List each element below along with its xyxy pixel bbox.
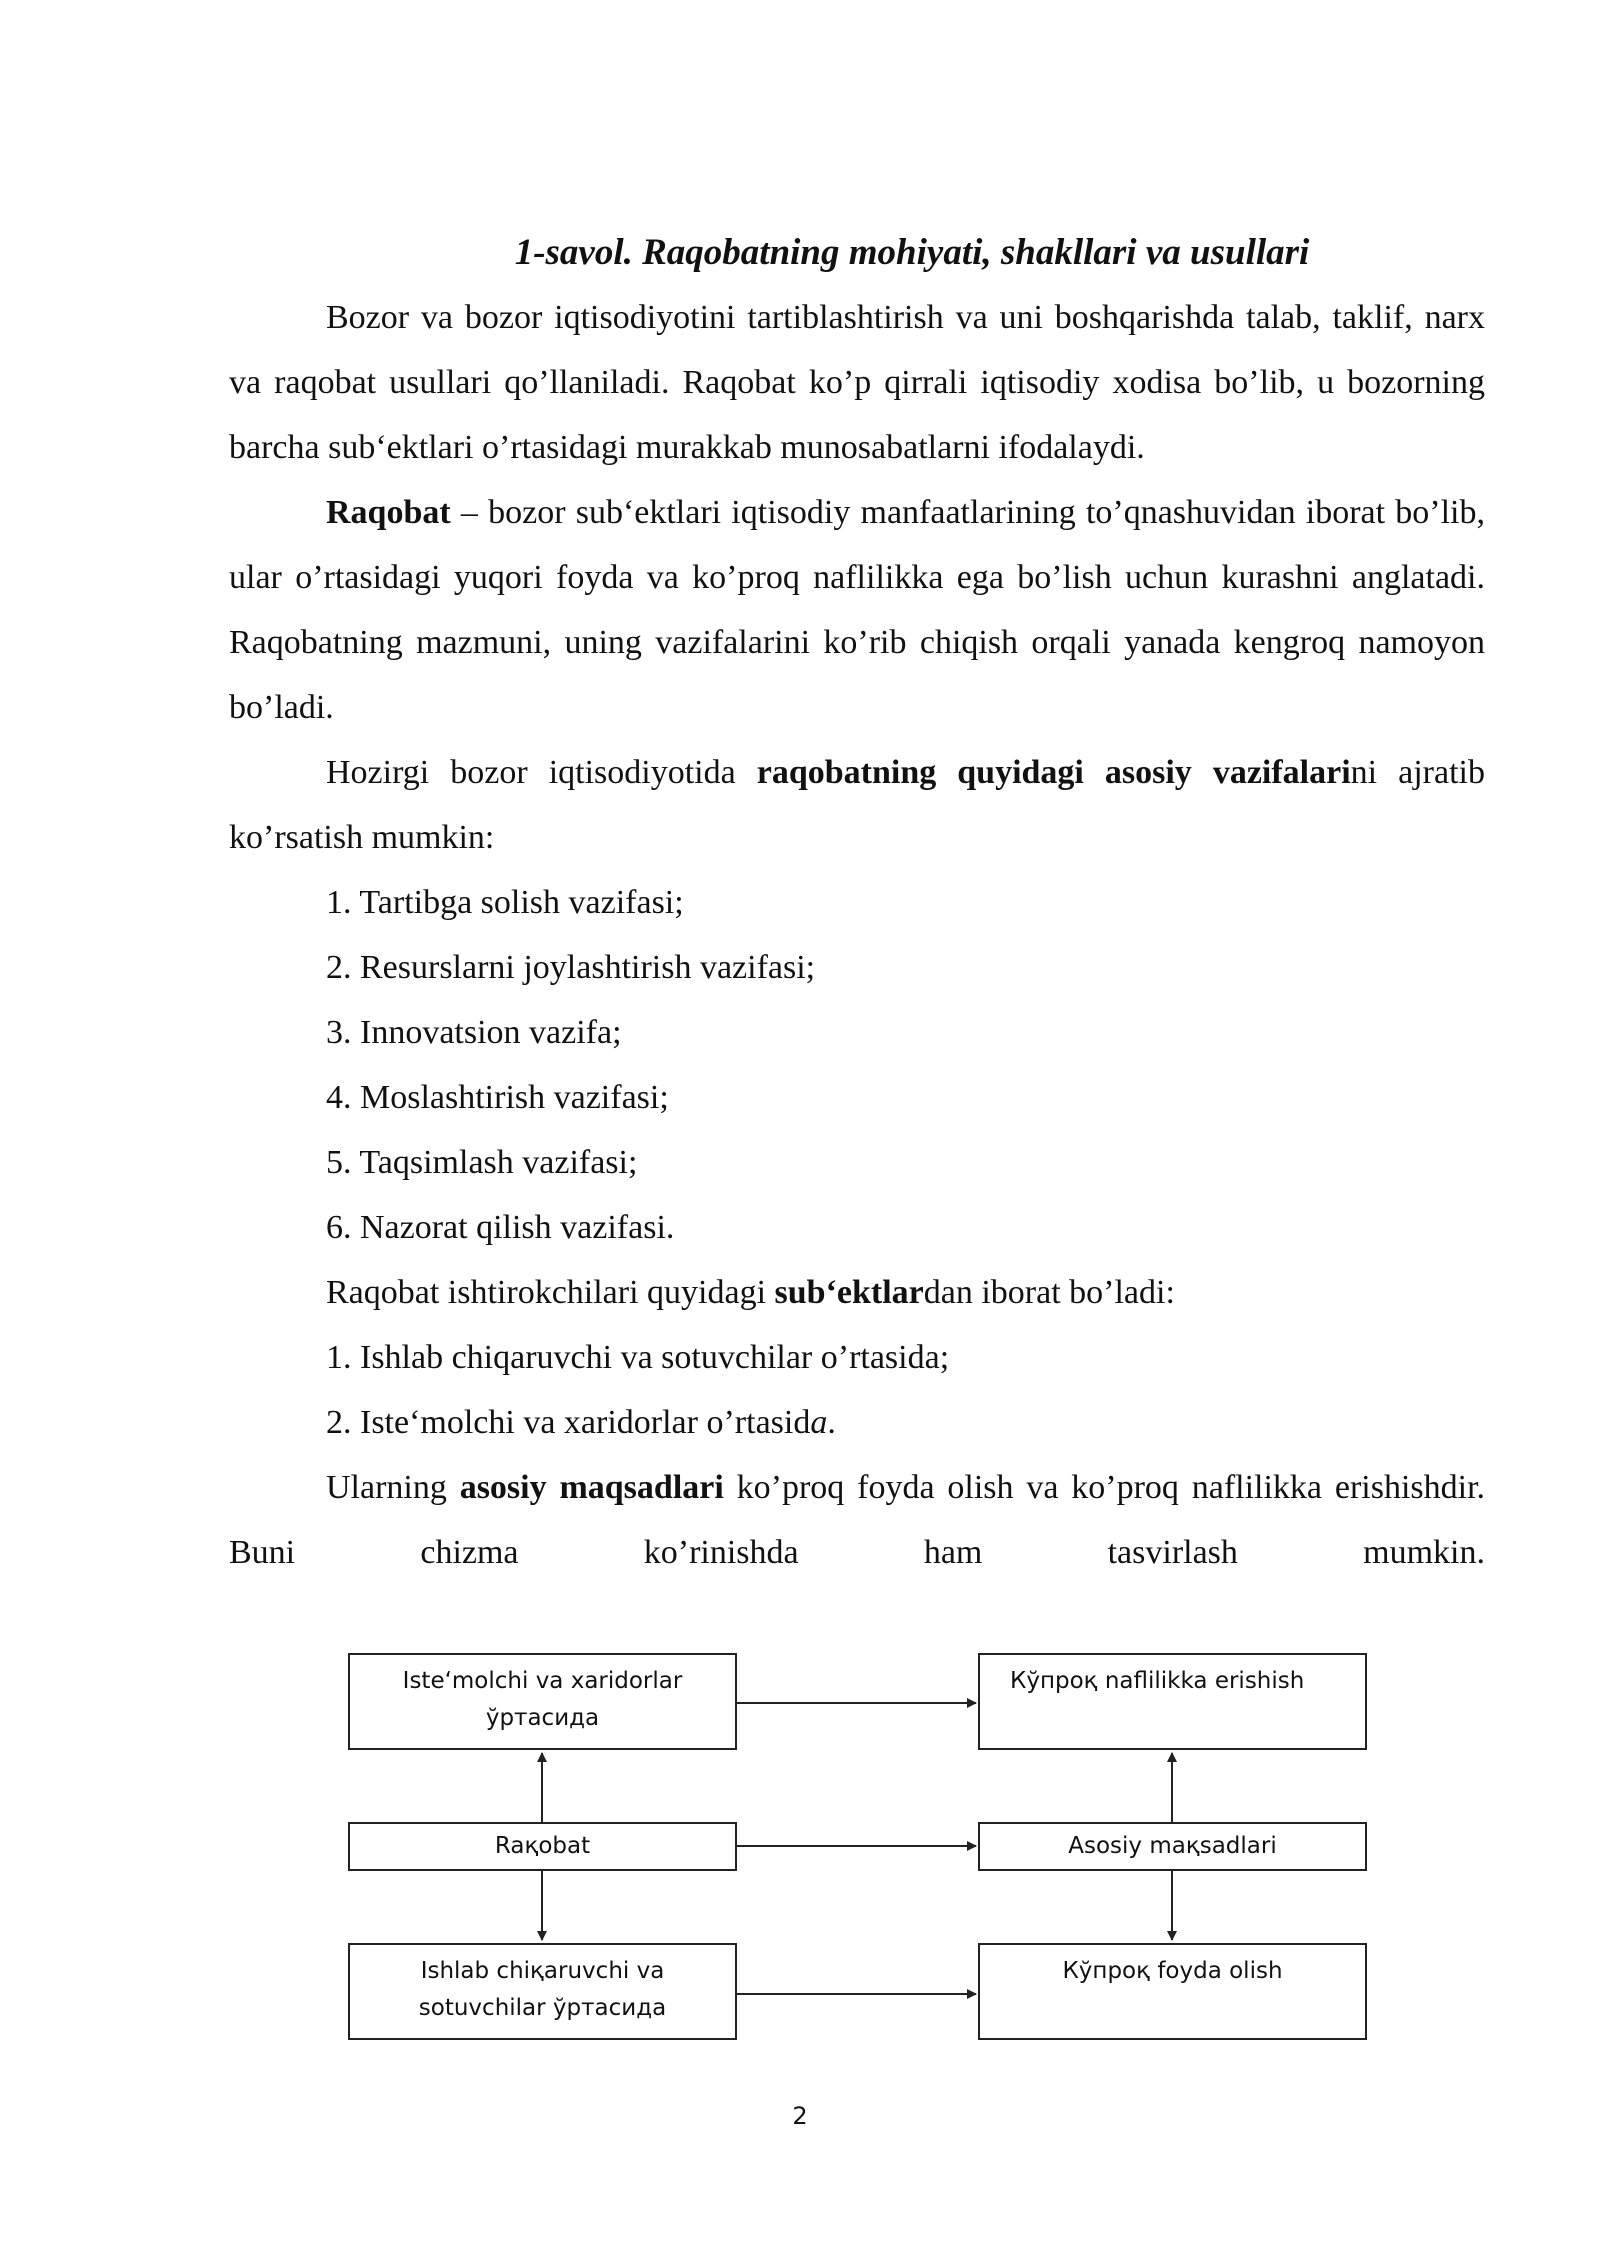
goals-bold: asosiy maqsadlari [459,1469,724,1506]
box-producers [348,1943,737,2040]
subject-item: 1. Ishlab chiqaruvchi va sotuvchilar o’rtasida; [326,1339,950,1376]
paragraph-functions-intro [229,740,1485,870]
subject-item [229,1390,1485,1455]
paragraph-goals [229,1455,1485,1585]
paragraph-intro: Bozor va bozor iqtisodiyotini tartiblashtirish va uni boshqarishda talab, taklif, narx va raqobat usullari qo’llaniladi. Raqobat ko’p qirrali iqtisodiy xodisa bo’lib, u bozorning barcha sub‘ektlari o’rtasidagi murakkab munosabatlarni ifodalaydi. [229,299,1485,466]
function-item: 2. Resurslarni joylashtirish vazifasi; [326,949,816,986]
box-consumers-line2: ўртасида [485,1705,600,1731]
goals-start: Ularning [326,1469,460,1506]
box-main-goals-label: Asosiy maқsadlari [1068,1833,1277,1859]
box-more-utility [978,1653,1367,1750]
box-producers-line1: Ishlab chiқaruvchi va [420,1958,665,1984]
functions-intro-start: Hozirgi bozor iqtisodiyotida [326,754,757,791]
subject-item-2-end: . [827,1404,836,1441]
subjects-intro-bold: sub‘ektlar [774,1274,924,1311]
functions-intro-end: ni ajratib ko’rsatish mumkin: [229,754,1485,856]
function-item: 1. Tartibga solish vazifasi; [326,884,684,921]
term-raqobat: Raqobat [326,494,451,531]
box-consumers-line1: Iste‘molchi va xaridorlar [402,1668,683,1694]
paragraph-subjects-intro [229,1260,1485,1325]
function-item: 6. Nazorat qilish vazifasi. [326,1209,675,1246]
subject-item-2-text: 2. Iste‘molchi va xaridorlar o’rtasid [326,1404,811,1441]
box-more-utility-label: Кўпроқ naflilikka erishish [1010,1668,1305,1694]
box-competition [348,1822,737,1871]
page-number: 2 [792,2102,808,2130]
paragraph-definition [229,480,1485,740]
definition-text: – bozor sub‘ektlari iqtisodiy manfaatlarining to’qnashuvidan iborat bo’lib, ular o’rtasidagi yuqori foyda va ko’proq naflilikka ega bo’lish uchun kurashni anglatadi. Raqobatning mazmuni, uning vazifalarini ko’rib chiqish orqali yanada kengroq namoyon bo’ladi. [229,494,1485,726]
subjects-intro-start: Raqobat ishtirokchilari quyidagi [326,1274,775,1311]
subject-item-2-italic: a [810,1404,828,1441]
box-more-profit-label: Кўпроқ foyda olish [1062,1958,1283,1984]
goals-end: ko’proq foyda olish va ko’proq naflilikka erishishdir. Buni chizma ko’rinishda ham tasvirlash mumkin. [229,1469,1486,1571]
function-item: 3. Innovatsion vazifa; [326,1014,622,1051]
box-producers-line2: sotuvchilar ўртасида [418,1995,667,2021]
box-more-profit [978,1943,1367,2040]
section-title: 1-savol. Raqobatning mohiyati, shakllari va usullari [514,232,1310,273]
box-main-goals [978,1822,1367,1871]
function-item: 5. Taqsimlash vazifasi; [326,1144,638,1181]
subjects-intro-end: dan iborat bo’ladi: [923,1274,1175,1311]
functions-intro-bold: raqobatning quyidagi asosiy vazifalari [756,754,1351,791]
function-item: 4. Moslashtirish vazifasi; [326,1079,669,1116]
document-body [229,220,1485,1585]
box-consumers [348,1653,737,1750]
box-competition-label: Raқobat [494,1833,591,1859]
